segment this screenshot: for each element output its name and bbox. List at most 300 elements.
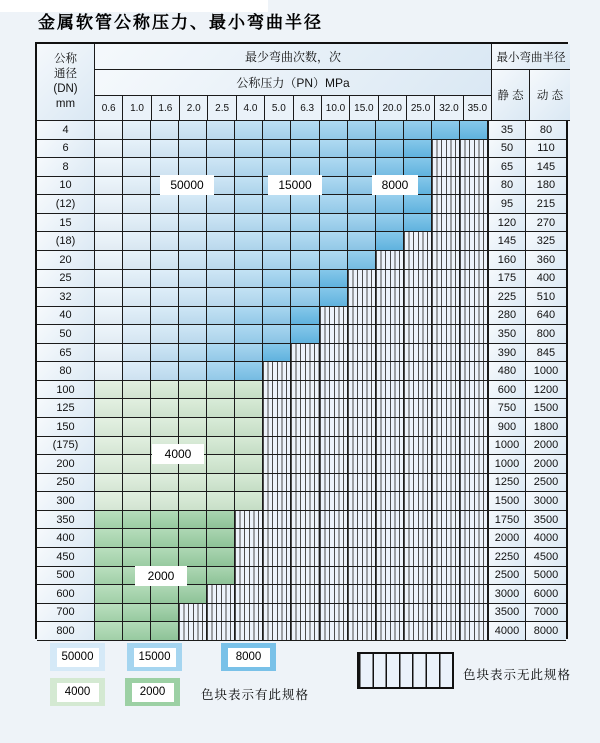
dn-cell: 250 [37,474,95,493]
no-spec-cell [348,604,376,623]
no-spec-cell [404,585,432,604]
table-row [37,567,566,586]
spec-cell-s15 [320,177,348,196]
dn-cell: 20 [37,251,95,270]
spec-cell-s15 [263,270,291,289]
no-spec-cell [404,567,432,586]
spec-cell-s15 [263,140,291,159]
dn-cell: 700 [37,604,95,623]
spec-cell-s8 [348,232,376,251]
no-spec-cell [320,585,348,604]
no-spec-cell [263,492,291,511]
no-spec-cell [460,288,488,307]
spec-cell-s15 [179,344,207,363]
spec-cell-s8 [348,195,376,214]
no-spec-cell [235,567,263,586]
spec-cell-s20 [95,529,123,548]
no-spec-cell [263,604,291,623]
no-spec-cell [291,585,319,604]
no-spec-cell [432,214,460,233]
no-spec-cell [263,418,291,437]
no-spec-cell [348,362,376,381]
no-spec-cell [291,399,319,418]
pressure-value-cell: 32.0 [435,96,463,121]
dynamic-radius-cell: 360 [526,251,566,270]
table-row [37,511,566,530]
dynamic-radius-cell: 145 [526,158,566,177]
spec-cell-s50 [95,140,123,159]
no-spec-cell [376,288,404,307]
spec-cell-s50 [207,140,235,159]
no-spec-cell [263,455,291,474]
legend-swatch-2000 [125,678,180,706]
spec-cell-s8 [348,214,376,233]
dn-cell: 800 [37,622,95,641]
no-spec-cell [235,548,263,567]
spec-cell-s50 [151,270,179,289]
spec-cell-s20 [151,622,179,641]
spec-cell-s20 [207,511,235,530]
spec-cell-s40 [95,418,123,437]
spec-cell-s50 [95,214,123,233]
spec-cell-s15 [320,195,348,214]
no-spec-cell [320,418,348,437]
spec-cell-s40 [151,474,179,493]
no-spec-cell [432,585,460,604]
no-spec-cell [376,251,404,270]
dn-cell: 125 [37,399,95,418]
no-spec-cell [263,381,291,400]
no-spec-cell [320,344,348,363]
spec-cell-s15 [263,121,291,140]
table-row [37,604,566,623]
spec-cell-s50 [95,307,123,326]
no-spec-cell [263,399,291,418]
no-spec-cell [348,474,376,493]
static-radius-cell: 600 [488,381,526,400]
spec-cell-s50 [151,362,179,381]
table-row [37,362,566,381]
spec-cell-s50 [95,270,123,289]
spec-cell-s50 [179,232,207,251]
table-row [37,344,566,363]
table-row [37,455,566,474]
no-spec-cell [376,548,404,567]
spec-cell-s15 [235,325,263,344]
spec-cell-s15 [320,121,348,140]
no-spec-cell [432,529,460,548]
legend-swatch-15000 [127,643,182,671]
no-spec-cell [376,567,404,586]
spec-cell-s50 [151,325,179,344]
no-spec-cell [348,270,376,289]
spec-cell-s50 [179,121,207,140]
spec-cell-s8 [404,214,432,233]
no-spec-cell [376,307,404,326]
spec-cell-s15 [179,362,207,381]
no-spec-cell [320,381,348,400]
spec-cell-s40 [151,381,179,400]
no-spec-cell [348,344,376,363]
no-spec-cell [460,399,488,418]
no-spec-cell [291,362,319,381]
no-spec-cell [348,288,376,307]
spec-cell-s8 [263,307,291,326]
no-spec-cell [320,437,348,456]
spec-cell-s50 [151,232,179,251]
legend-swatch-label: 50000 [57,648,99,667]
dynamic-radius-cell: 640 [526,307,566,326]
table-row [37,381,566,400]
static-radius-cell: 80 [488,177,526,196]
no-spec-cell [460,325,488,344]
dn-cell: 80 [37,362,95,381]
no-spec-cell [179,604,207,623]
spec-cell-s15 [235,307,263,326]
spec-cell-s50 [179,270,207,289]
static-radius-cell: 2000 [488,529,526,548]
legend-swatch-label: 2000 [132,683,174,702]
dynamic-radius-cell: 4000 [526,529,566,548]
dynamic-radius-cell: 215 [526,195,566,214]
no-spec-cell [404,548,432,567]
static-radius-cell: 65 [488,158,526,177]
spec-table [35,42,568,639]
spec-cell-s50 [123,344,151,363]
dn-cell: 200 [37,455,95,474]
spec-cell-s15 [291,251,319,270]
pressure-value-cell: 2.5 [208,96,236,121]
no-spec-cell [320,548,348,567]
dynamic-radius-cell: 6000 [526,585,566,604]
spec-cell-s40 [207,437,235,456]
spec-cell-s15 [263,232,291,251]
no-spec-cell [376,585,404,604]
table-row [37,585,566,604]
no-spec-cell [291,381,319,400]
spec-cell-s40 [235,455,263,474]
static-radius-cell: 95 [488,195,526,214]
no-spec-cell [432,381,460,400]
no-spec-cell [432,140,460,159]
legend-swatch-50000 [50,643,105,671]
header-bend-radius: 最小弯曲半径 [492,44,570,70]
spec-cell-s20 [207,548,235,567]
pressure-value-cell: 0.6 [95,96,123,121]
spec-cell-s50 [207,195,235,214]
no-spec-cell [460,362,488,381]
header-dn-line: (DN) [53,83,78,95]
spec-cell-s40 [235,399,263,418]
no-spec-cell [460,307,488,326]
dn-cell: 50 [37,325,95,344]
no-spec-cell [291,511,319,530]
static-radius-cell: 1000 [488,455,526,474]
spec-cell-s50 [95,251,123,270]
spec-cell-s8 [404,140,432,159]
no-spec-cell [376,325,404,344]
no-spec-cell [432,270,460,289]
dynamic-radius-cell: 3000 [526,492,566,511]
dn-cell: 4 [37,121,95,140]
spec-cell-s8 [291,307,319,326]
static-radius-cell: 225 [488,288,526,307]
no-spec-cell [235,511,263,530]
spec-cell-s8 [291,325,319,344]
spec-cell-s50 [207,270,235,289]
header-dynamic: 动 态 [530,70,570,121]
spec-cell-s8 [460,121,488,140]
spec-cell-s50 [207,288,235,307]
no-spec-cell [460,567,488,586]
spec-cell-s8 [376,121,404,140]
spec-cell-s50 [95,158,123,177]
no-spec-cell [432,604,460,623]
no-spec-cell [320,307,348,326]
spec-cell-s50 [151,251,179,270]
table-row [37,214,566,233]
no-spec-cell [432,622,460,641]
spec-cell-s50 [123,177,151,196]
no-spec-cell [460,195,488,214]
table-row [37,232,566,251]
pressure-value-cell: 4.0 [237,96,265,121]
pressure-value-cell: 25.0 [407,96,435,121]
dynamic-radius-cell: 3500 [526,511,566,530]
static-radius-cell: 2500 [488,567,526,586]
dn-cell: 400 [37,529,95,548]
spec-cell-s8 [235,344,263,363]
no-spec-cell [348,437,376,456]
no-spec-cell [432,158,460,177]
spec-cell-s8 [404,195,432,214]
dn-cell: 500 [37,567,95,586]
spec-cell-s20 [123,622,151,641]
static-radius-cell: 175 [488,270,526,289]
spec-cell-s8 [263,325,291,344]
no-spec-cell [432,492,460,511]
table-row [37,418,566,437]
spec-cell-s15 [207,325,235,344]
no-spec-cell [404,437,432,456]
no-spec-cell [460,511,488,530]
no-spec-cell [432,177,460,196]
dynamic-radius-cell: 8000 [526,622,566,641]
spec-cell-s20 [95,622,123,641]
spec-cell-s15 [207,362,235,381]
no-spec-cell [460,418,488,437]
spec-cell-s40 [235,437,263,456]
spec-cell-s20 [123,585,151,604]
no-spec-cell [263,529,291,548]
no-spec-cell [348,455,376,474]
spec-cell-s15 [235,177,263,196]
no-spec-cell [291,604,319,623]
spec-cell-s20 [151,585,179,604]
spec-cell-s50 [207,251,235,270]
spec-cell-s40 [151,418,179,437]
table-row [37,437,566,456]
spec-cell-s40 [179,418,207,437]
spec-cell-s40 [207,455,235,474]
dynamic-radius-cell: 510 [526,288,566,307]
spec-cell-s50 [179,251,207,270]
no-spec-cell [348,511,376,530]
spec-cell-s15 [235,121,263,140]
spec-cell-s20 [95,604,123,623]
spec-cell-s50 [179,307,207,326]
spec-cell-s15 [235,158,263,177]
table-row [37,307,566,326]
spec-cell-s8 [348,251,376,270]
no-spec-cell [404,492,432,511]
spec-cell-s15 [235,288,263,307]
no-spec-cell [460,381,488,400]
no-spec-cell [432,399,460,418]
no-spec-cell [263,437,291,456]
spec-cell-s20 [151,548,179,567]
no-spec-cell [348,492,376,511]
spec-cell-s15 [291,232,319,251]
spec-cell-s20 [123,529,151,548]
static-radius-cell: 1500 [488,492,526,511]
dynamic-radius-cell: 7000 [526,604,566,623]
spec-cell-s50 [151,140,179,159]
spec-cell-s20 [123,604,151,623]
no-spec-cell [291,455,319,474]
spec-cell-s50 [151,214,179,233]
no-spec-cell [460,158,488,177]
no-spec-cell [320,622,348,641]
dynamic-radius-cell: 2000 [526,455,566,474]
no-spec-cell [460,344,488,363]
header-dn-line: 通径 [54,68,77,80]
no-spec-cell [432,195,460,214]
spec-cell-s15 [263,288,291,307]
pressure-value-cell: 5.0 [265,96,293,121]
no-spec-cell [404,511,432,530]
spec-cell-s50 [123,214,151,233]
no-spec-cell [263,567,291,586]
no-spec-cell [460,270,488,289]
dn-cell: 150 [37,418,95,437]
spec-cell-s8 [348,121,376,140]
spec-cell-s40 [95,492,123,511]
no-spec-cell [376,362,404,381]
header-bend-cycles: 最少弯曲次数，次 [95,44,492,70]
no-spec-cell [291,344,319,363]
no-spec-cell [320,455,348,474]
static-radius-cell: 280 [488,307,526,326]
spec-cell-s40 [123,492,151,511]
spec-cell-s15 [207,307,235,326]
no-spec-cell [235,604,263,623]
no-spec-cell [460,548,488,567]
no-spec-cell [432,325,460,344]
spec-cell-s40 [151,492,179,511]
spec-cell-s8 [376,195,404,214]
spec-cell-s20 [179,585,207,604]
spec-cell-s15 [235,232,263,251]
static-radius-cell: 1000 [488,437,526,456]
cycle-count-chip: 2000 [135,566,187,586]
dn-cell: (18) [37,232,95,251]
static-radius-cell: 390 [488,344,526,363]
spec-cell-s50 [179,158,207,177]
spec-cell-s50 [123,325,151,344]
spec-cell-s15 [320,214,348,233]
header-dn [37,44,95,121]
no-spec-cell [291,437,319,456]
spec-cell-s40 [179,492,207,511]
spec-cell-s50 [179,140,207,159]
spec-cell-s15 [291,214,319,233]
spec-cell-s8 [404,158,432,177]
spec-cell-s50 [95,195,123,214]
no-spec-cell [348,585,376,604]
spec-cell-s20 [95,567,123,586]
no-spec-cell [376,344,404,363]
static-radius-cell: 50 [488,140,526,159]
static-radius-cell: 160 [488,251,526,270]
no-spec-cell [320,529,348,548]
spec-cell-s8 [376,232,404,251]
spec-cell-s20 [95,511,123,530]
no-spec-cell [291,492,319,511]
table-row [37,121,566,140]
no-spec-cell [348,325,376,344]
no-spec-cell [404,381,432,400]
no-spec-cell [348,381,376,400]
no-spec-cell [263,585,291,604]
no-spec-cell [376,437,404,456]
spec-cell-s15 [320,158,348,177]
spec-cell-s50 [207,121,235,140]
no-spec-cell [207,604,235,623]
dynamic-radius-cell: 845 [526,344,566,363]
spec-cell-s50 [179,288,207,307]
table-row [37,474,566,493]
no-spec-cell [320,492,348,511]
dn-cell: 10 [37,177,95,196]
spec-cell-s40 [95,399,123,418]
no-spec-cell [376,455,404,474]
spec-cell-s40 [95,474,123,493]
no-spec-cell [460,177,488,196]
dynamic-radius-cell: 325 [526,232,566,251]
spec-cell-s20 [151,604,179,623]
no-spec-cell [460,214,488,233]
no-spec-cell [320,511,348,530]
spec-cell-s50 [123,195,151,214]
pressure-value-cell: 1.6 [152,96,180,121]
no-spec-cell [348,418,376,437]
spec-cell-s20 [207,529,235,548]
table-row [37,325,566,344]
spec-cell-s40 [207,474,235,493]
legend-hatch-swatch [357,652,454,689]
spec-cell-s50 [151,344,179,363]
spec-cell-s8 [235,362,263,381]
spec-cell-s40 [179,381,207,400]
no-spec-cell [432,548,460,567]
spec-cell-s15 [291,140,319,159]
spec-cell-s15 [291,195,319,214]
no-spec-cell [348,567,376,586]
spec-cell-s40 [235,474,263,493]
spec-cell-s20 [95,585,123,604]
spec-cell-s15 [235,214,263,233]
